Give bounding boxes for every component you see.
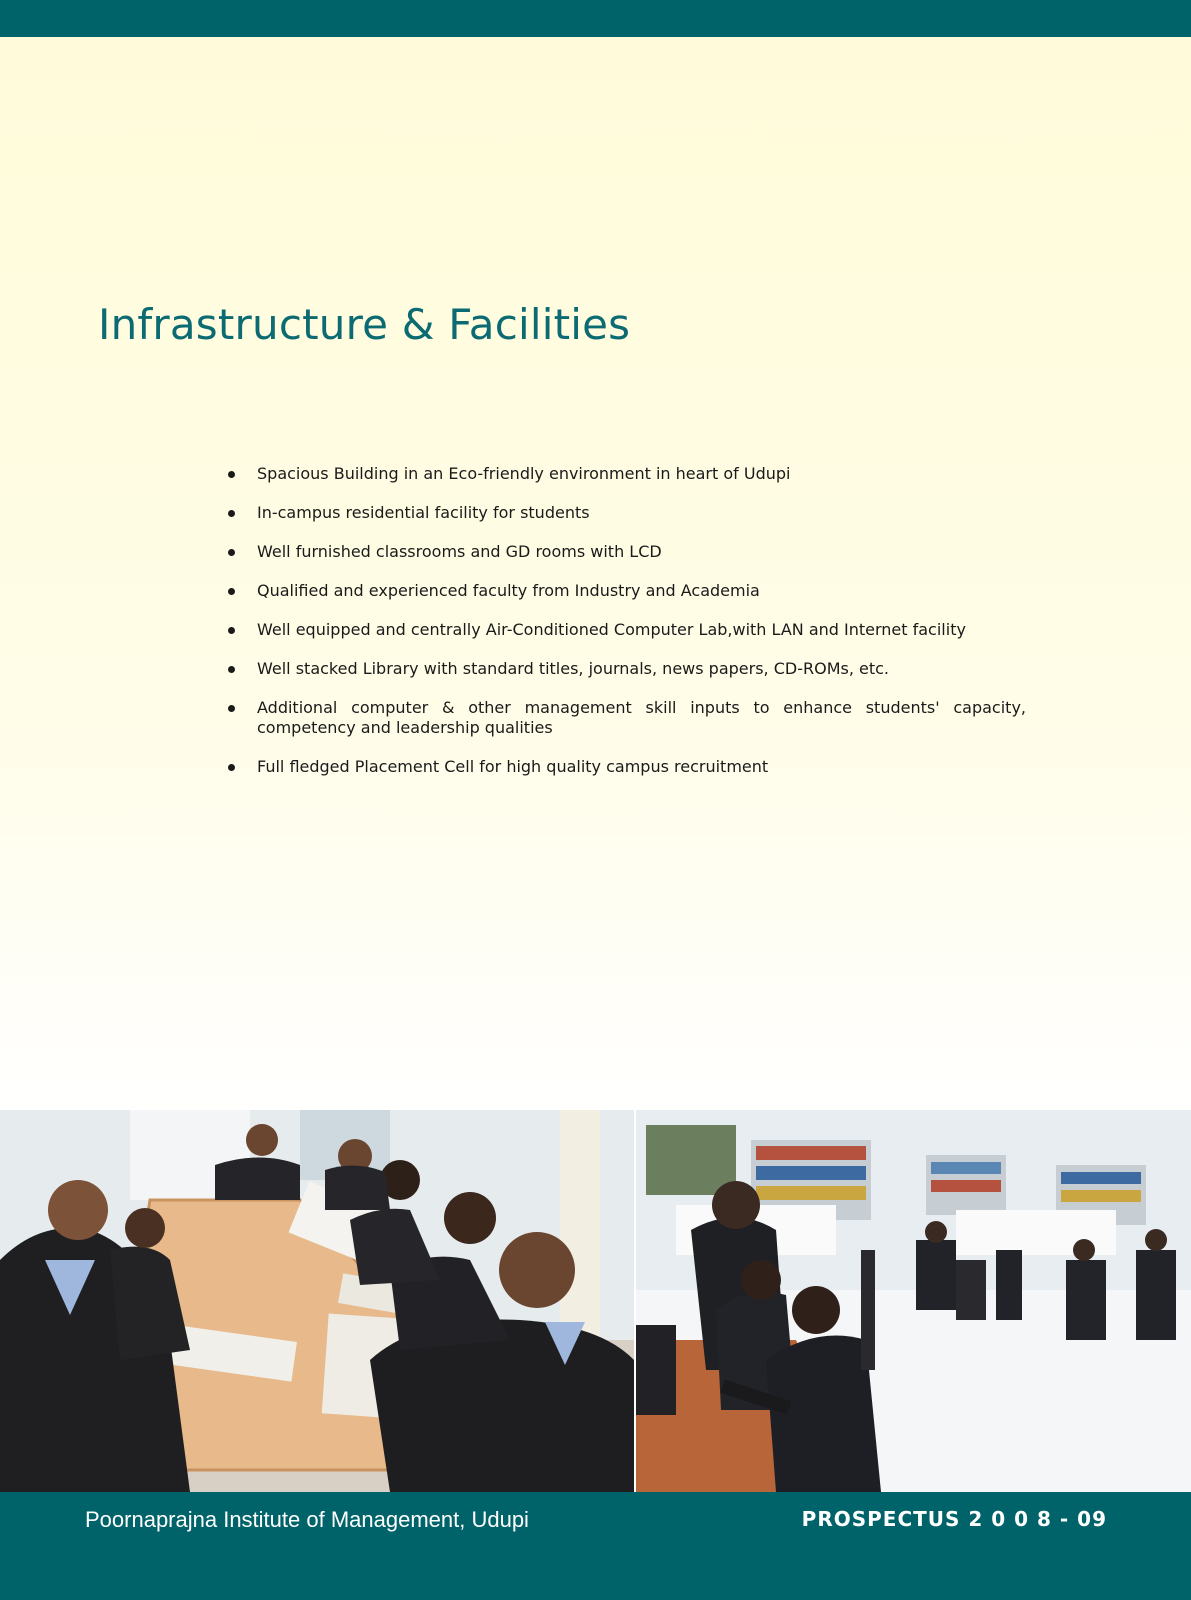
facility-text: Additional computer & other management skill inputs to enhance students' capacity, competency and leadership qualities — [257, 698, 1026, 737]
facility-text: Well furnished classrooms and GD rooms with LCD — [257, 542, 662, 561]
computer-lab-library-photo — [636, 1110, 1191, 1492]
facilities-list — [228, 464, 1026, 796]
list-item — [228, 659, 1026, 679]
facility-text: Well stacked Library with standard titles, journals, news papers, CD-ROMs, etc. — [257, 659, 889, 678]
facility-text: Qualified and experienced faculty from Industry and Academia — [257, 581, 760, 600]
list-item — [228, 464, 1026, 484]
list-item — [228, 542, 1026, 562]
list-item — [228, 757, 1026, 777]
facility-text: Spacious Building in an Eco-friendly environment in heart of Udupi — [257, 464, 791, 483]
list-item — [228, 503, 1026, 523]
students-reading-newspapers-illustration — [0, 1110, 634, 1492]
institute-name: Poornaprajna Institute of Management, Udupi — [85, 1507, 529, 1532]
facility-text: Full fledged Placement Cell for high quality campus recruitment — [257, 757, 769, 776]
bullet-icon — [228, 666, 235, 673]
prospectus-label: PROSPECTUS 2 0 0 8 - 09 — [801, 1507, 1107, 1531]
photo-strip — [0, 1110, 1191, 1492]
facility-text: Well equipped and centrally Air-Conditioned Computer Lab,with LAN and Internet facility — [257, 620, 966, 639]
facility-text: In-campus residential facility for students — [257, 503, 590, 522]
bullet-icon — [228, 549, 235, 556]
top-band — [0, 0, 1191, 37]
footer — [0, 1492, 1191, 1600]
computer-lab-library-illustration — [636, 1110, 1191, 1492]
page-title: Infrastructure & Facilities — [98, 300, 631, 349]
bullet-icon — [228, 764, 235, 771]
bullet-icon — [228, 627, 235, 634]
bullet-icon — [228, 471, 235, 478]
list-item — [228, 581, 1026, 601]
list-item — [228, 620, 1026, 640]
bullet-icon — [228, 588, 235, 595]
bullet-icon — [228, 510, 235, 517]
bullet-icon — [228, 705, 235, 712]
students-reading-newspapers-photo — [0, 1110, 634, 1492]
list-item — [228, 698, 1026, 738]
